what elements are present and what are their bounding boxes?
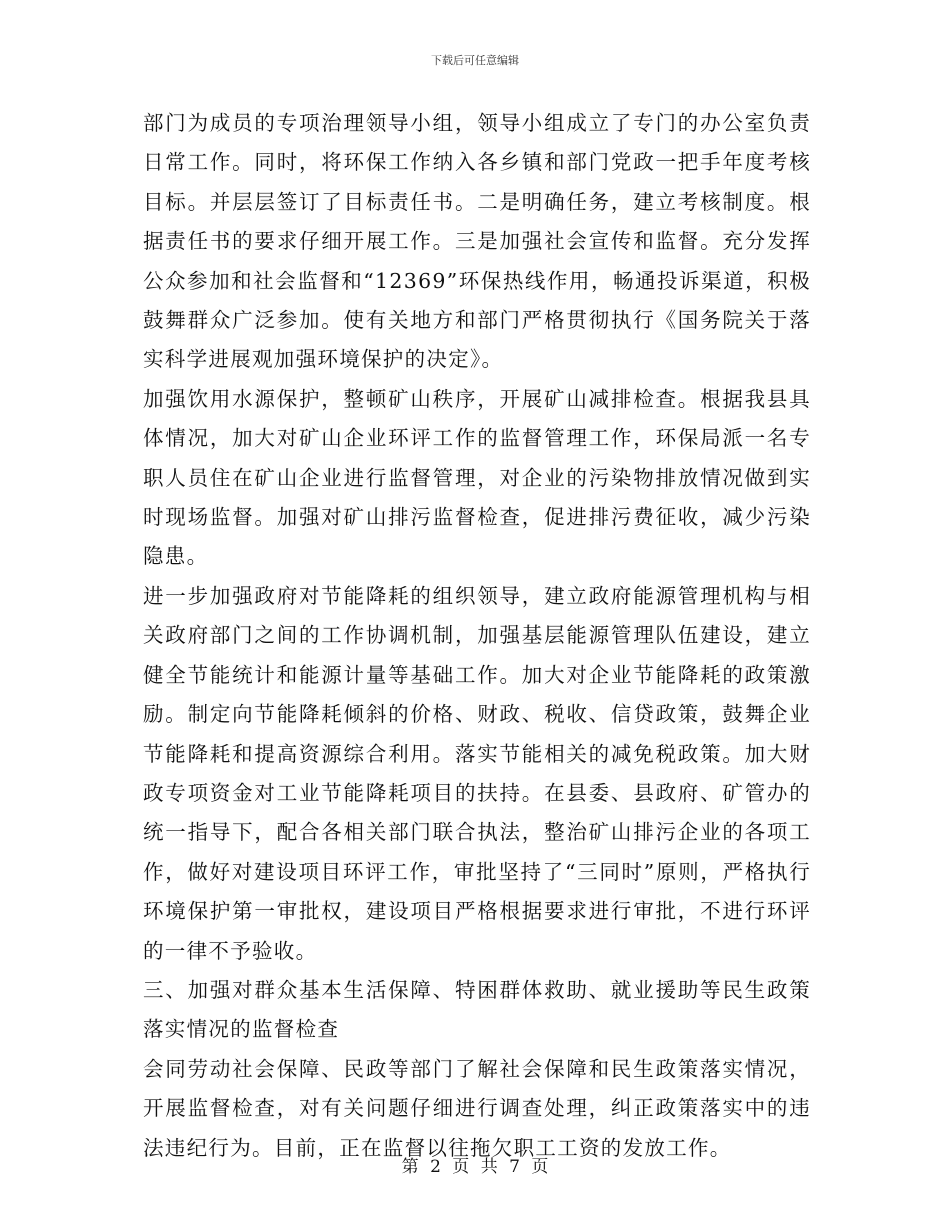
paragraph-2: 加强饮用水源保护，整顿矿山秩序，开展矿山减排检查。根据我县具体情况，加大对矿山企业环评工作的监督管理工作，环保局派一名专职人员住在矿山企业进行监督管理，对企业的污染物排放情况做到实时现场监督。加强对矿山排污监督检查，促进排污费征收，减少污染隐患。 xyxy=(143,386,811,569)
paragraph-1: 部门为成员的专项治理领导小组，领导小组成立了专门的办公室负责日常工作。同时，将环保工作纳入各乡镇和部门党政一把手年度考核目标。并层层签订了目标责任书。二是明确任务，建立考核制度。根据责任书的要求仔细开展工作。三是加强社会宣传和监督。充分发挥公众参加和社会监督和“12369”环保热线作用，畅通投诉渠道，积极鼓舞群众广泛参加。使有关地方和部门严格贯彻执行《国务院关于落实科学进展观加强环境保护的决定》。 xyxy=(143,111,811,372)
paragraph-3: 进一步加强政府对节能降耗的组织领导，建立政府能源管理机构与相关政府部门之间的工作协调机制，加强基层能源管理队伍建设，建立健全节能统计和能源计量等基础工作。加大对企业节能降耗的政策激励。制定向节能降耗倾斜的价格、财政、税收、信贷政策，鼓舞企业节能降耗和提高资源综合利用。落实节能相关的减免税政策。加大财政专项资金对工业节能降耗项目的扶持。在县委、县政府、矿管办的统一指导下，配合各相关部门联合执法，整治矿山排污企业的各项工作，做好对建设项目环评工作，审批坚持了“三同时”原则，严格执行环境保护第一审批权，建设项目严格根据要求进行审批，不进行环评的一律不予验收。 xyxy=(143,583,811,963)
body-content xyxy=(143,104,811,1168)
section-heading-3: 三、加强对群众基本生活保障、特困群体救助、就业援助等民生政策落实情况的监督检查 xyxy=(143,977,811,1042)
page-header: 下载后可任意编辑 xyxy=(431,54,519,67)
page-footer: 第 2 页 共 7 页 xyxy=(401,1157,549,1177)
paragraph-4: 会同劳动社会保障、民政等部门了解社会保障和民生政策落实情况，开展监督检查，对有关问题仔细进行调查处理，纠正政策落实中的违法违纪行为。目前，正在监督以往拖欠职工工资的发放工作。 xyxy=(143,1056,811,1160)
